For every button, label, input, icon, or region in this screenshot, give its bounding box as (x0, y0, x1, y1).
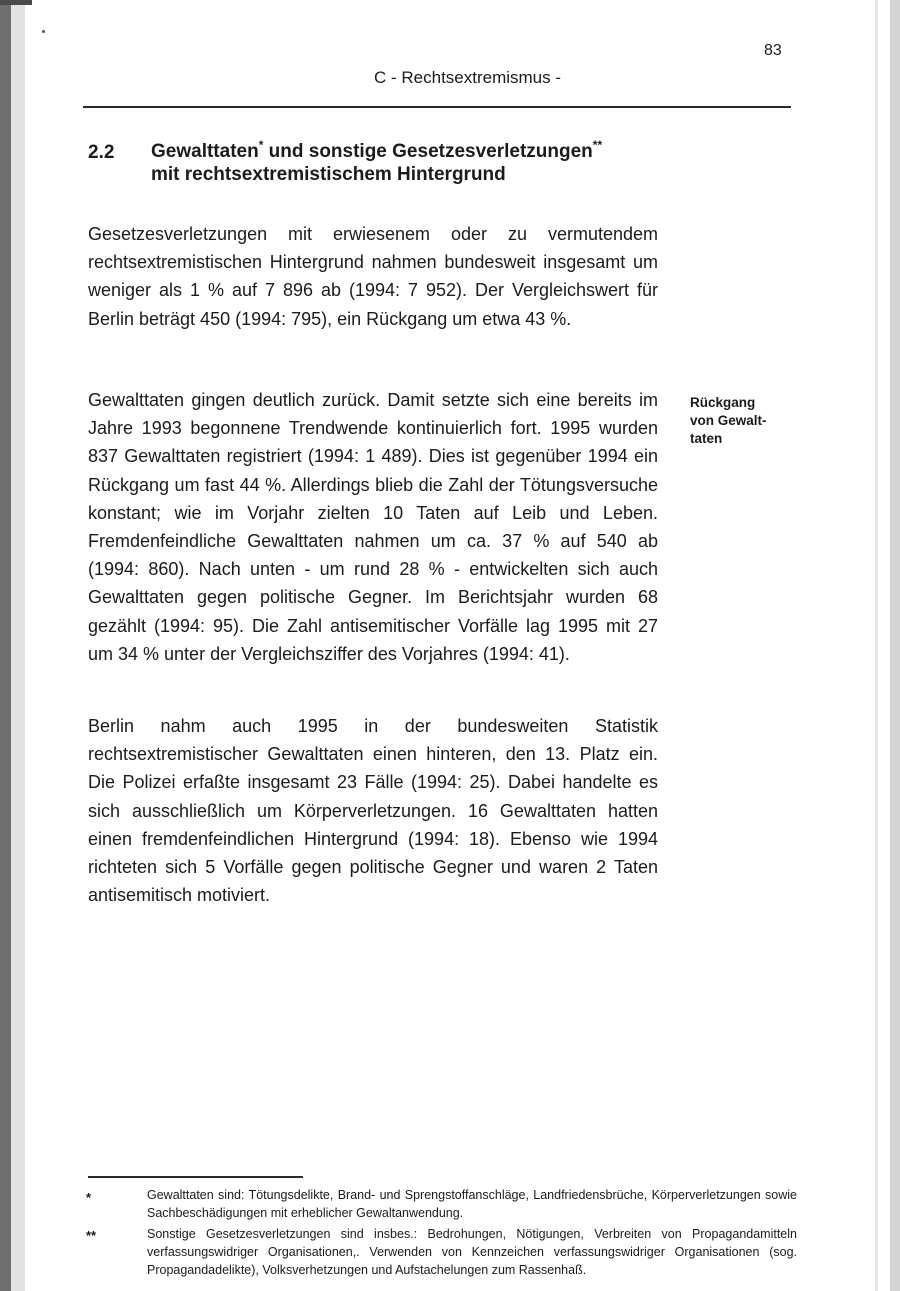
margin-note-line3: taten (690, 431, 723, 446)
paragraph-1: Gesetzesverletzungen mit erwiesenem oder zu vermutendem rechtsextremistischen Hintergrund nahmen bundesweit insgesamt um weniger als 1 % auf 7 896 ab (1994: 7 952). Der Vergleichswert für Berlin beträgt 450 (1994: 795), ein Rückgang um etwa 43 %. (88, 224, 658, 329)
footnote-mark-2: ** (86, 1228, 97, 1243)
footnote-ref-1: * (258, 138, 264, 152)
scan-speck (42, 30, 45, 33)
margin-note-line1: Rückgang (690, 395, 756, 410)
running-head: C - Rechtsextremismus - (374, 68, 562, 87)
section-title-line2: mit rechtsextremistischem Hintergrund (151, 164, 506, 185)
paragraph-3: Berlin nahm auch 1995 in der bundesweiten Statistik rechtsextremistischer Gewalttaten einen hinteren, den 13. Platz ein. Die Polizei erfaßte insgesamt 23 Fälle (1994: 25). Dabei handelte es sich ausschließlich um Körperverletzungen. 16 Gewalttaten hatten einen fremdenfeindlichen Hintergrund (1994: 18). Ebenso wie 1994 richteten sich 5 Vorfälle gegen politische Gegner und waren 2 Taten antisemitisch motiviert. (88, 716, 658, 906)
footnote-text-1: Gewalttaten sind: Tötungsdelikte, Brand- und Sprengstoffanschläge, Landfriedensbrüche, Körperverletzungen sowie Sachbeschädigungen mit erheblicher Gewaltanwendung. (147, 1188, 797, 1220)
footnote-mark-1: * (86, 1190, 92, 1205)
section-number: 2.2 (88, 142, 115, 163)
paragraph-2: Gewalttaten gingen deutlich zurück. Damit setzte sich eine bereits im Jahre 1993 begonnene Trendwende kontinuierlich fort. 1995 wurden 837 Gewalttaten registriert (1994: 1 489). Dies ist gegenüber 1994 ein Rückgang um fast 44 %. Allerdings blieb die Zahl der Tötungsversuche konstant; wie im Vorjahr zielten 10 Taten auf Leib und Leben. Fremdenfeindliche Gewalttaten nahmen um ca. 37 % auf 540 ab (1994: 860). Nach unten - um rund 28 % - entwickelten sich auch Gewalttaten gegen politische Gegner. Im Berichtsjahr wurden 68 gezählt (1994: 95). Die Zahl antisemitischer Vorfälle lag 1995 mit 27 um 34 % unter der Vergleichsziffer des Vorjahres (1994: 41). (88, 390, 658, 664)
scan-edge-right-line (875, 0, 878, 1291)
scan-edge-left-shadow (11, 0, 25, 1291)
footnote-ref-2: ** (592, 138, 603, 152)
scan-edge-left (0, 0, 11, 1291)
section-title-part2: und sonstige Gesetzesverletzungen (263, 141, 593, 162)
section-title (151, 140, 751, 186)
header-rule (83, 106, 791, 108)
scan-edge-right (890, 0, 900, 1291)
margin-note-line2: von Gewalt- (690, 413, 767, 428)
page-number: 83 (764, 42, 782, 59)
scan-corner-mark (0, 0, 32, 5)
section-title-part1: Gewalttaten (151, 141, 259, 162)
margin-note (690, 394, 790, 448)
footnote-rule (88, 1176, 303, 1178)
footnote-text-2: Sonstige Gesetzesverletzungen sind insbes.: Bedrohungen, Nötigungen, Verbreiten von Propagandamitteln verfassungswidriger Organisationen,. Verwenden von Kennzeichen verfassungswidriger Organisationen (sog. Propagandadelikte), Volksverhetzungen und Aufstachelungen zum Rassenhaß. (147, 1227, 797, 1277)
